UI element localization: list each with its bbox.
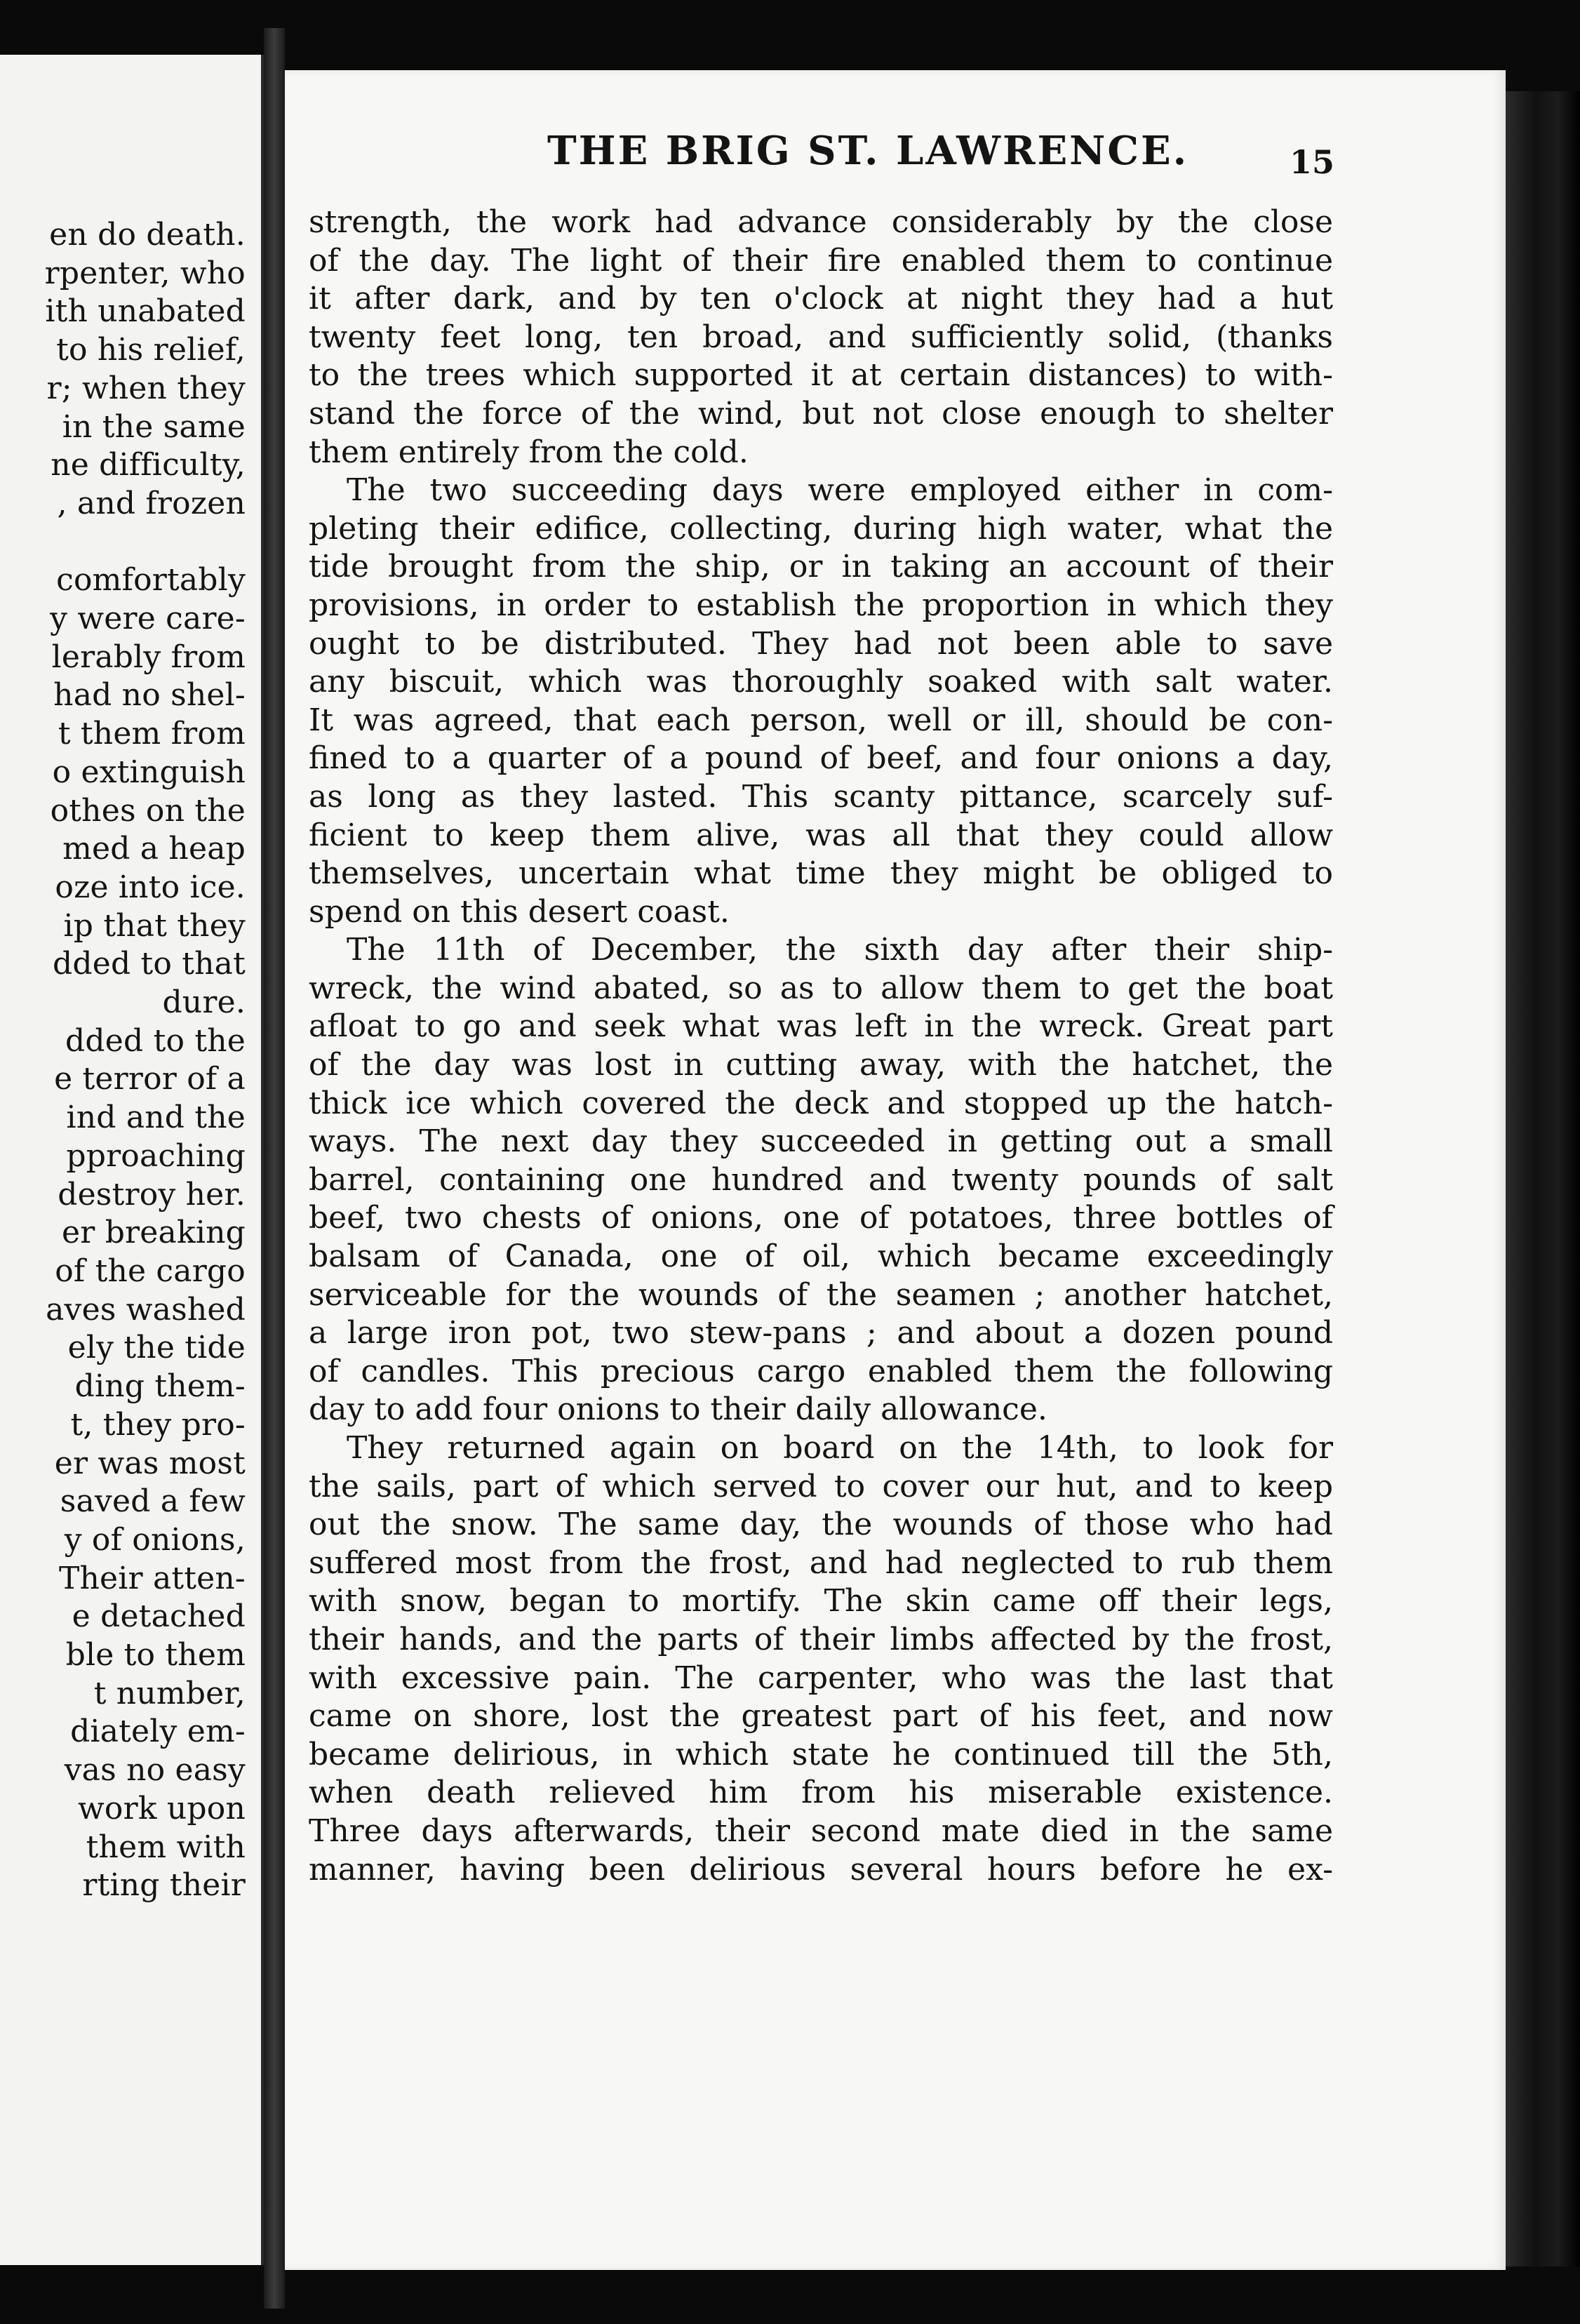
previous-page-line: Their atten-	[58, 1560, 246, 1596]
previous-page-line: in the same	[62, 408, 246, 445]
previous-page-line: t number,	[93, 1675, 246, 1711]
page-number: 15	[1290, 143, 1335, 181]
text-line: it after dark, and by ten o'clock at night they had a hut	[309, 281, 1333, 317]
previous-page-line: ne difficulty,	[51, 447, 246, 483]
page-body-text	[309, 203, 1333, 1889]
previous-page-line: diately em-	[70, 1714, 246, 1750]
text-line: balsam of Canada, one of oil, which became exceedingly	[309, 1238, 1333, 1275]
text-line: when death relieved him from his miserable existence.	[309, 1775, 1333, 1811]
text-line: themselves, uncertain what time they might be obliged to	[309, 855, 1333, 892]
text-line: of candles. This precious cargo enabled them the following	[309, 1353, 1333, 1389]
text-line: out the snow. The same day, the wounds of those who had	[309, 1507, 1333, 1543]
previous-page-line: med a heap	[62, 831, 246, 867]
text-line: their hands, and the parts of their limbs affected by the frost,	[309, 1621, 1333, 1657]
previous-page-line: oze into ice.	[55, 869, 246, 905]
text-line: stand the force of the wind, but not close enough to shelter	[309, 395, 1333, 432]
text-line: with snow, began to mortify. The skin came off their legs,	[309, 1583, 1333, 1620]
previous-page-line: ding them-	[74, 1368, 246, 1405]
text-line: twenty feet long, ten broad, and sufficiently solid, (thanks	[309, 319, 1333, 355]
text-line: beef, two chests of onions, one of potatoes, three bottles of	[309, 1200, 1333, 1236]
text-line: them entirely from the cold.	[309, 434, 749, 470]
text-line: ways. The next day they succeeded in getting out a small	[309, 1123, 1333, 1160]
text-line: with excessive pain. The carpenter, who was the last that	[309, 1659, 1333, 1696]
text-line: tide brought from the ship, or in taking an account of their	[309, 549, 1333, 585]
previous-page-text	[0, 216, 246, 1905]
text-line: ought to be distributed. They had not been able to save	[309, 625, 1333, 662]
previous-page-fragment	[0, 55, 264, 2265]
text-line: fined to a quarter of a pound of beef, and four onions a day,	[309, 740, 1333, 777]
text-line: spend on this desert coast.	[309, 893, 730, 930]
previous-page-line: y were care-	[50, 601, 246, 637]
previous-page-line: e terror of a	[54, 1061, 246, 1097]
previous-page-line: had no shel-	[53, 677, 246, 714]
previous-page-line: r; when they	[46, 370, 246, 406]
previous-page-line: of the cargo	[55, 1253, 246, 1289]
previous-page-line: them with	[86, 1829, 246, 1865]
previous-page-line: en do death.	[49, 217, 246, 253]
text-line: The two succeeding days were employed either in com-	[347, 472, 1333, 509]
page-edge-shadow	[1506, 91, 1580, 2266]
text-line: as long as they lasted. This scanty pittance, scarcely suf-	[309, 778, 1333, 815]
text-line: of the day was lost in cutting away, with the hatchet, the	[309, 1047, 1333, 1083]
text-line: came on shore, lost the greatest part of his feet, and now	[309, 1698, 1333, 1735]
text-line: thick ice which covered the deck and stopped up the hatch-	[309, 1085, 1333, 1121]
previous-page-line: y of onions,	[64, 1521, 246, 1558]
previous-page-line: pproaching	[66, 1137, 246, 1174]
previous-page-line: ind and the	[66, 1100, 246, 1136]
previous-page-line: dded to that	[52, 946, 246, 982]
previous-page-line: rpenter, who	[44, 255, 246, 291]
previous-page-line: ely the tide	[67, 1330, 246, 1366]
previous-page-line: saved a few	[60, 1483, 246, 1520]
previous-page-line: dded to the	[65, 1022, 246, 1059]
previous-page-line: othes on the	[50, 792, 246, 829]
text-line: serviceable for the wounds of the seamen ; another hatchet,	[309, 1276, 1333, 1313]
text-line: Three days afterwards, their second mate died in the same	[309, 1812, 1333, 1849]
previous-page-line: dure.	[162, 984, 246, 1021]
previous-page-line: lerably from	[51, 639, 246, 675]
text-line: any biscuit, which was thoroughly soaked with salt water.	[309, 664, 1333, 700]
previous-page-line: er breaking	[62, 1215, 246, 1251]
previous-page-line	[0, 523, 246, 562]
previous-page-line: , and frozen	[57, 485, 246, 521]
previous-page-line: e detached	[72, 1598, 246, 1635]
text-line: manner, having been delirious several hours before he ex-	[309, 1851, 1333, 1888]
previous-page-line: er was most	[54, 1445, 246, 1481]
text-line: of the day. The light of their fire enabled them to continue	[309, 242, 1333, 279]
previous-page-line: rting their	[82, 1867, 246, 1904]
previous-page-line: destroy her.	[58, 1176, 246, 1213]
text-line: ficient to keep them alive, was all that they could allow	[309, 817, 1333, 853]
text-line: day to add four onions to their daily allowance.	[309, 1391, 1047, 1428]
text-line: The 11th of December, the sixth day after their ship-	[347, 932, 1333, 968]
text-line: provisions, in order to establish the proportion in which they	[309, 587, 1333, 623]
previous-page-line: to his relief,	[56, 332, 246, 368]
previous-page-line: t, they pro-	[70, 1406, 246, 1443]
previous-page-line: work upon	[78, 1790, 246, 1827]
text-line: strength, the work had advance considerably by the close	[309, 204, 1333, 240]
text-line: wreck, the wind abated, so as to allow them to get the boat	[309, 970, 1333, 1006]
previous-page-line: o extinguish	[52, 754, 246, 790]
text-line: the sails, part of which served to cover our hut, and to keep	[309, 1468, 1333, 1504]
text-line: They returned again on board on the 14th, to look for	[347, 1430, 1333, 1466]
running-head: THE BRIG ST. LAWRENCE.	[547, 128, 1189, 174]
text-line: pleting their edifice, collecting, during high water, what the	[309, 510, 1333, 547]
text-line: suffered most from the frost, and had neglected to rub them	[309, 1544, 1333, 1581]
book-gutter	[264, 28, 285, 2309]
previous-page-line: ble to them	[65, 1637, 246, 1674]
text-line: It was agreed, that each person, well or ill, should be con-	[309, 702, 1333, 738]
text-line: became delirious, in which state he continued till the 5th,	[309, 1736, 1333, 1772]
text-line: a large iron pot, two stew-pans ; and about a dozen pound	[309, 1315, 1333, 1351]
text-line: to the trees which supported it at certain distances) to with-	[309, 357, 1333, 394]
previous-page-line: vas no easy	[64, 1752, 246, 1789]
text-line: barrel, containing one hundred and twenty pounds of salt	[309, 1161, 1333, 1198]
text-line: afloat to go and seek what was left in the wreck. Great part	[309, 1008, 1333, 1045]
previous-page-line: ith unabated	[45, 293, 246, 330]
previous-page-line: aves washed	[46, 1291, 246, 1328]
previous-page-line: ip that they	[63, 907, 246, 944]
previous-page-line: t them from	[58, 716, 246, 752]
previous-page-line: comfortably	[56, 562, 246, 599]
